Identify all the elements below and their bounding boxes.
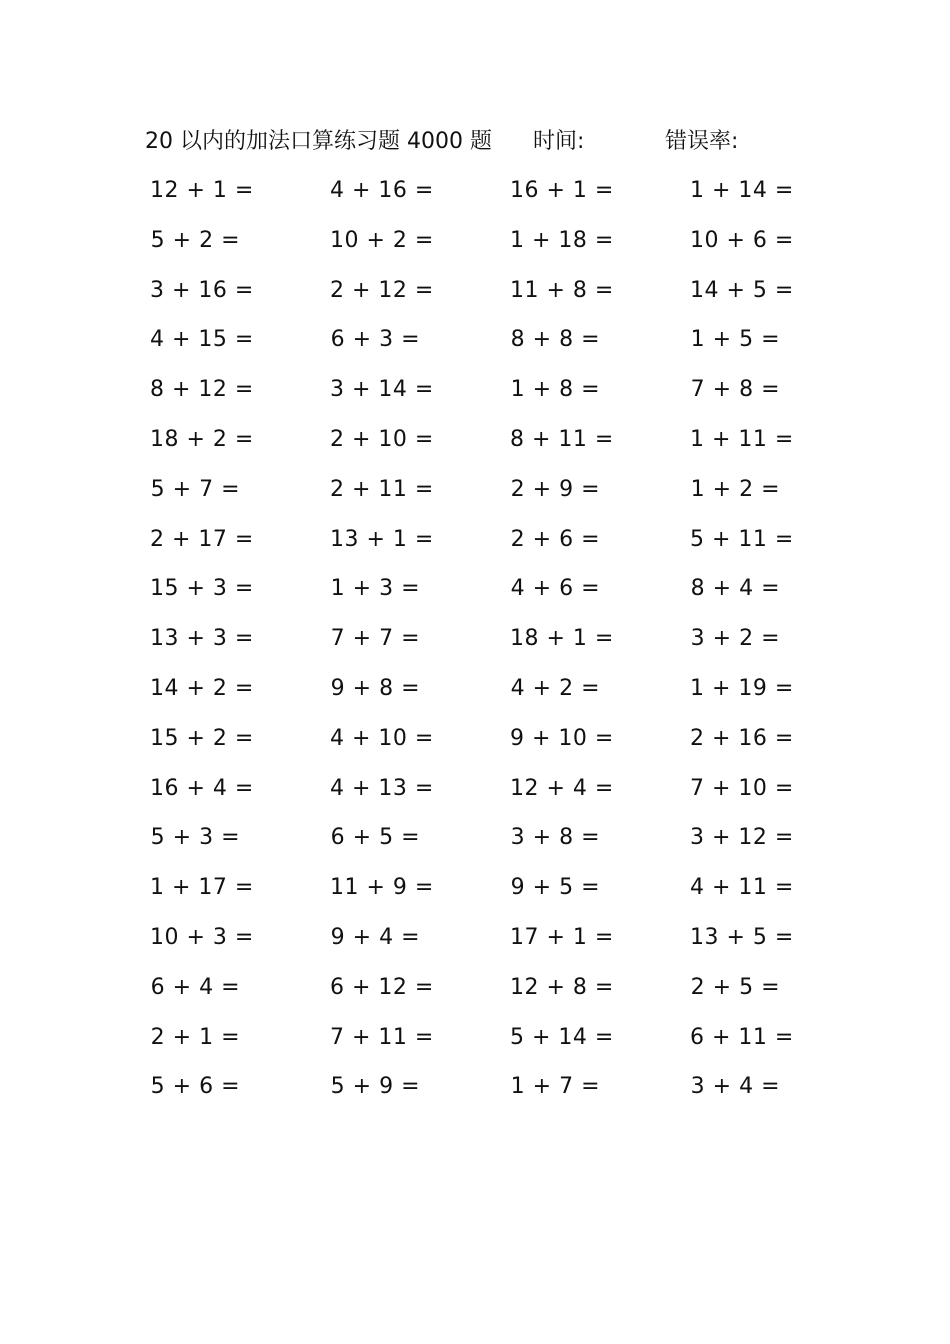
math-problem: 2 + 1 =: [150, 1024, 240, 1050]
math-problem: 8 + 11 =: [510, 426, 614, 452]
math-problem: 15 + 2 =: [150, 725, 254, 751]
math-problem: 18 + 1 =: [510, 626, 614, 652]
math-problem: 9 + 4 =: [330, 924, 420, 950]
math-problem: 13 + 3 =: [150, 626, 254, 652]
math-problem: 8 + 4 =: [690, 576, 780, 602]
math-problem: 9 + 8 =: [330, 675, 420, 701]
math-problem: 6 + 4 =: [150, 974, 240, 1000]
math-problem: 3 + 2 =: [690, 626, 780, 652]
math-problem: 4 + 11 =: [690, 875, 794, 901]
math-problem: 6 + 12 =: [330, 974, 434, 1000]
math-problem: 10 + 3 =: [150, 924, 254, 950]
math-problem: 7 + 10 =: [690, 775, 794, 801]
math-problem: 13 + 5 =: [690, 924, 794, 950]
math-problem: 6 + 5 =: [330, 825, 420, 851]
math-problem: 12 + 8 =: [510, 974, 614, 1000]
math-problem: 1 + 8 =: [510, 377, 600, 403]
math-problem: 12 + 1 =: [150, 178, 254, 203]
math-problem: 4 + 13 =: [330, 775, 434, 801]
math-problem: 1 + 2 =: [690, 476, 780, 502]
math-problem: 9 + 10 =: [510, 725, 614, 751]
math-problem: 1 + 3 =: [330, 576, 420, 602]
math-problem: 2 + 6 =: [510, 526, 600, 552]
error-rate-label: 错误率:: [665, 129, 739, 154]
math-problem: 4 + 10 =: [330, 725, 434, 751]
math-problem: 2 + 16 =: [690, 725, 794, 751]
math-problem: 3 + 4 =: [690, 1074, 780, 1100]
math-problem: 2 + 5 =: [690, 974, 780, 1000]
math-problem: 5 + 6 =: [150, 1074, 240, 1100]
math-problem: 5 + 9 =: [330, 1074, 420, 1100]
math-problem: 2 + 17 =: [150, 526, 254, 552]
math-problem: 18 + 2 =: [150, 426, 254, 452]
math-problem: 3 + 8 =: [510, 825, 600, 851]
math-problem: 1 + 17 =: [150, 875, 254, 901]
problem-grid: [150, 166, 870, 1112]
math-problem: 8 + 12 =: [150, 377, 254, 403]
math-problem: 10 + 2 =: [330, 227, 434, 253]
math-problem: 2 + 11 =: [330, 476, 434, 502]
math-problem: 16 + 1 =: [510, 178, 614, 203]
math-problem: 11 + 8 =: [510, 277, 614, 303]
math-problem: 6 + 3 =: [330, 327, 420, 353]
math-problem: 6 + 11 =: [690, 1024, 794, 1050]
math-problem: 3 + 12 =: [690, 825, 794, 851]
math-problem: 5 + 2 =: [150, 227, 240, 253]
math-problem: 17 + 1 =: [510, 924, 614, 950]
math-problem: 8 + 8 =: [510, 327, 600, 353]
math-problem: 4 + 2 =: [510, 675, 600, 701]
math-problem: 9 + 5 =: [510, 875, 600, 901]
math-problem: 2 + 10 =: [330, 426, 434, 452]
math-problem: 5 + 7 =: [150, 476, 240, 502]
math-problem: 7 + 7 =: [330, 626, 420, 652]
math-problem: 2 + 12 =: [330, 277, 434, 303]
math-problem: 5 + 3 =: [150, 825, 240, 851]
math-problem: 4 + 15 =: [150, 327, 254, 353]
time-label: 时间:: [533, 129, 585, 154]
math-problem: 10 + 6 =: [690, 227, 794, 253]
math-problem: 4 + 16 =: [330, 178, 434, 203]
math-problem: 7 + 11 =: [330, 1024, 434, 1050]
math-problem: 3 + 16 =: [150, 277, 254, 303]
math-problem: 5 + 11 =: [690, 526, 794, 552]
math-problem: 7 + 8 =: [690, 377, 780, 403]
math-problem: 5 + 14 =: [510, 1024, 614, 1050]
math-problem: 1 + 18 =: [510, 227, 614, 253]
worksheet-title: 20 以内的加法口算练习题 4000 题: [145, 129, 492, 154]
math-problem: 2 + 9 =: [510, 476, 600, 502]
math-problem: 11 + 9 =: [330, 875, 434, 901]
math-problem: 14 + 2 =: [150, 675, 254, 701]
math-problem: 1 + 7 =: [510, 1074, 600, 1100]
math-problem: 14 + 5 =: [690, 277, 794, 303]
math-problem: 13 + 1 =: [330, 526, 434, 552]
math-problem: 1 + 19 =: [690, 675, 794, 701]
math-problem: 1 + 14 =: [690, 178, 794, 203]
math-problem: 15 + 3 =: [150, 576, 254, 602]
math-problem: 4 + 6 =: [510, 576, 600, 602]
math-problem: 1 + 5 =: [690, 327, 780, 353]
math-problem: 16 + 4 =: [150, 775, 254, 801]
math-problem: 3 + 14 =: [330, 377, 434, 403]
math-problem: 1 + 11 =: [690, 426, 794, 452]
math-problem: 12 + 4 =: [510, 775, 614, 801]
